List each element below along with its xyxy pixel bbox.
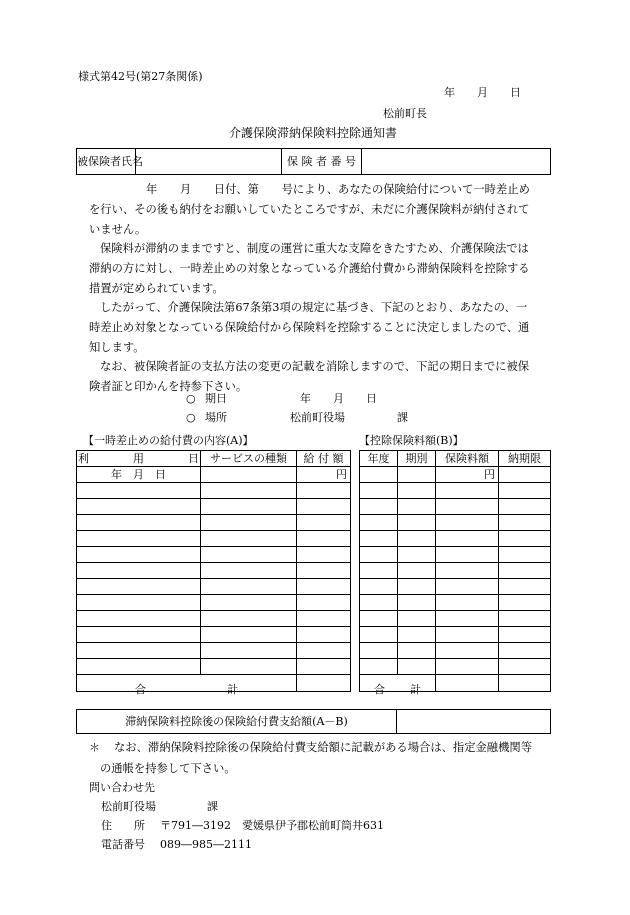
table-b-total-value[interactable] (436, 675, 499, 692)
form-number: 様式第42号(第27条関係) (78, 70, 203, 83)
table-b-row (360, 595, 551, 611)
table-a-cell[interactable] (201, 595, 297, 611)
table-b-header-deadline: 納期限 (499, 451, 551, 467)
body-p4-line1: なお、被保険者証の支払方法の変更の記載を消除しますので、下記の期日までに被保 (100, 360, 530, 373)
table-a-row (77, 611, 351, 627)
table-b-cell[interactable] (499, 499, 551, 515)
table-b-caption: 【控除保険料額(B)】 (359, 434, 464, 447)
table-b-cell[interactable] (499, 627, 551, 643)
schedule-date-label: 期日 (205, 392, 227, 405)
table-b-cell[interactable] (436, 515, 499, 531)
table-b-header-term: 期別 (398, 451, 436, 467)
deducted-premium-table (359, 450, 551, 696)
table-a-header-service: サービスの種類 (201, 451, 297, 467)
schedule-date-value: 年 月 日 (300, 392, 377, 405)
table-b-row (360, 515, 551, 531)
contact-address-label: 住 所 (101, 819, 145, 832)
table-b-cell[interactable] (499, 579, 551, 595)
table-b-cell[interactable] (499, 611, 551, 627)
table-b-cell[interactable] (436, 659, 499, 675)
table-a-total-row (77, 675, 351, 692)
table-a-cell[interactable] (297, 579, 351, 595)
table-b-row (360, 659, 551, 675)
schedule-place-bullet: ○ (186, 411, 196, 424)
insured-name-label: 被保険者氏名 (77, 149, 136, 175)
table-a-cell[interactable] (201, 627, 297, 643)
table-b-cell[interactable] (398, 499, 436, 515)
table-b-row (360, 483, 551, 499)
table-a-cell[interactable] (77, 515, 201, 531)
body-p1-line2: を行い、その後も納付をお願いしていたところですが、未だに介護保険料が納付されて (89, 203, 530, 216)
table-b-cell[interactable] (436, 499, 499, 515)
insured-number-field[interactable] (362, 149, 551, 175)
note-mark: ＊ (89, 741, 100, 754)
table-b-cell[interactable] (360, 563, 398, 579)
table-a-cell[interactable] (297, 595, 351, 611)
table-b-cell[interactable] (436, 627, 499, 643)
table-b-cell[interactable] (398, 595, 436, 611)
table-b-row (360, 547, 551, 563)
table-a-cell[interactable] (77, 499, 201, 515)
table-b-total-row (360, 675, 551, 692)
table-b-row (360, 563, 551, 579)
table-b-cell[interactable] (499, 531, 551, 547)
table-a-cell[interactable] (297, 515, 351, 531)
table-a-header-amount: 給 付 額 (297, 451, 351, 467)
table-a-cell[interactable] (201, 483, 297, 499)
table-a-header-date: 利 用 日 (78, 451, 199, 465)
table-a-row (77, 595, 351, 611)
date-line: 年 月 日 (444, 86, 521, 99)
table-a-total-label-right: 計 (227, 683, 238, 696)
table-b-cell[interactable] (436, 547, 499, 563)
table-b-header-amount: 保険料額 (436, 451, 499, 467)
table-a-first-service[interactable] (201, 467, 297, 483)
note-line2: の通帳を持参して下さい。 (100, 762, 236, 775)
table-b-cell[interactable] (360, 643, 398, 659)
table-a-row (77, 643, 351, 659)
table-b-cell[interactable] (398, 563, 436, 579)
table-b-row (360, 579, 551, 595)
body-p1-line3: いません。 (89, 223, 147, 236)
table-b-cell[interactable] (360, 515, 398, 531)
contact-office: 松前町役場 (101, 800, 156, 813)
table-a-cell[interactable] (297, 547, 351, 563)
table-a-caption: 【一時差止めの給付費の内容(A)】 (83, 434, 254, 447)
table-b-cell[interactable] (398, 611, 436, 627)
table-a-row (77, 659, 351, 675)
table-b-cell[interactable] (398, 515, 436, 531)
table-a-total-label-left: 合 (135, 683, 146, 696)
table-b-header-year: 年度 (360, 451, 398, 467)
table-a-row (77, 499, 351, 515)
body-p3-line3: 知します。 (89, 341, 145, 354)
table-b-cell[interactable] (499, 515, 551, 531)
contact-address-value: 〒791―3192 愛媛県伊予郡松前町筒井631 (160, 819, 384, 832)
table-a-cell[interactable] (201, 499, 297, 515)
table-b-cell[interactable] (499, 643, 551, 659)
table-a-cell[interactable] (201, 547, 297, 563)
document-title: 介護保険滞納保険料控除通知書 (229, 126, 398, 140)
note-line1: なお、滞納保険料控除後の保険給付費支給額に記載がある場合は、指定金融機関等 (114, 741, 532, 754)
net-benefit-label: 滞納保険料控除後の保険給付費支給額(A－B) (77, 710, 397, 734)
insured-number-label: 保 険 者 番 号 (282, 149, 362, 175)
table-a-row (77, 547, 351, 563)
table-b-total-value[interactable] (499, 675, 551, 692)
table-b-cell[interactable] (398, 531, 436, 547)
insured-table (76, 148, 551, 175)
table-b-cell[interactable] (398, 483, 436, 499)
schedule-place-suffix: 課 (397, 411, 408, 424)
benefit-suspension-table (76, 450, 351, 696)
table-a-cell[interactable] (77, 659, 201, 675)
table-a-cell[interactable] (201, 579, 297, 595)
table-a-cell[interactable] (297, 659, 351, 675)
table-b-cell[interactable] (398, 627, 436, 643)
table-a-cell[interactable] (77, 579, 201, 595)
table-a-cell[interactable] (77, 483, 201, 499)
table-b-cell[interactable] (398, 547, 436, 563)
table-b-first-amount[interactable]: 円 (436, 467, 499, 483)
contact-heading: 問い合わせ先 (89, 781, 155, 794)
table-b-cell[interactable] (499, 659, 551, 675)
table-b-row (360, 643, 551, 659)
table-a-total-value[interactable] (297, 675, 351, 692)
table-b-cell[interactable] (499, 595, 551, 611)
table-a-cell[interactable] (201, 659, 297, 675)
table-a-cell[interactable] (297, 611, 351, 627)
table-b-cell[interactable] (360, 595, 398, 611)
table-a-cell[interactable] (297, 563, 351, 579)
table-b-cell[interactable] (499, 547, 551, 563)
table-b-cell[interactable] (436, 643, 499, 659)
table-a-cell[interactable] (297, 483, 351, 499)
table-b-cell[interactable] (499, 563, 551, 579)
table-b-cell[interactable] (398, 659, 436, 675)
contact-phone-label: 電話番号 (101, 838, 145, 851)
body-p2-line3: 措置が定められています。 (89, 282, 224, 295)
issuer: 松前町長 (383, 107, 427, 120)
table-b-cell[interactable] (398, 643, 436, 659)
contact-phone-value: 089―985―2111 (160, 838, 252, 851)
body-p2-line1: 保険料が滞納のままですと、制度の運営に重大な支障をきたすため、介護保険法では (100, 242, 529, 255)
table-b-cell[interactable] (360, 483, 398, 499)
table-b-cell[interactable] (436, 483, 499, 499)
table-b-cell[interactable] (360, 579, 398, 595)
table-a-cell[interactable] (201, 611, 297, 627)
schedule-date-bullet: ○ (186, 392, 196, 405)
table-b-row (360, 531, 551, 547)
table-b-first-year[interactable] (360, 467, 398, 483)
table-a-row (77, 515, 351, 531)
body-p3-line1: したがって、介護保険法第67条第3項の規定に基づき、下記のとおり、あなたの、一 (100, 301, 528, 314)
table-a-cell[interactable] (201, 531, 297, 547)
body-p3-line2: 時差止め対象となっている保険給付から保険料を控除することに決定しましたので、通 (89, 321, 530, 334)
table-b-cell[interactable] (398, 579, 436, 595)
net-benefit-table (76, 709, 551, 734)
table-b-first-term[interactable] (398, 467, 436, 483)
table-a-cell[interactable] (77, 531, 201, 547)
table-a-row (77, 483, 351, 499)
table-b-cell[interactable] (499, 483, 551, 499)
body-p4-line2: 険者証と印かんを持参下さい。 (89, 380, 248, 393)
table-b-cell[interactable] (360, 611, 398, 627)
body-p1-line1: 年 月 日付、第 号により、あなたの保険給付について一時差止め (146, 183, 530, 196)
net-benefit-field[interactable] (397, 710, 551, 734)
table-b-row (360, 611, 551, 627)
table-a-total-label (77, 675, 297, 696)
table-b-cell[interactable] (360, 627, 398, 643)
table-a-cell[interactable] (77, 643, 201, 659)
table-a-row (77, 531, 351, 547)
insured-name-field[interactable] (136, 149, 282, 175)
table-b-row (360, 627, 551, 643)
contact-office-suffix: 課 (207, 800, 218, 813)
table-a-row (77, 579, 351, 595)
table-a-cell[interactable] (77, 563, 201, 579)
table-b-cell[interactable] (360, 547, 398, 563)
table-a-cell[interactable] (201, 515, 297, 531)
table-a-cell[interactable] (201, 643, 297, 659)
schedule-place-label: 場所 (205, 411, 227, 424)
table-a-cell[interactable] (297, 531, 351, 547)
table-a-cell[interactable] (297, 499, 351, 515)
body-p2-line2: 滞納の方に対し、一時差止めの対象となっている介護給付費から滞納保険料を控除する (89, 262, 530, 275)
table-a-row (77, 627, 351, 643)
table-a-cell[interactable] (201, 563, 297, 579)
table-b-total-label-right: 計 (410, 683, 421, 696)
schedule-place-value: 松前町役場 (290, 411, 345, 424)
table-a-cell[interactable] (297, 643, 351, 659)
table-a-cell[interactable] (77, 611, 201, 627)
table-a-first-date[interactable]: 年 月 日 (77, 467, 201, 483)
table-b-cell[interactable] (436, 579, 499, 595)
table-b-cell[interactable] (436, 595, 499, 611)
table-a-first-amount[interactable]: 円 (297, 467, 351, 483)
table-b-row (360, 499, 551, 515)
table-b-cell[interactable] (360, 531, 398, 547)
table-b-cell[interactable] (360, 659, 398, 675)
table-a-cell[interactable] (77, 627, 201, 643)
table-b-total-label-left: 合 (374, 683, 385, 696)
table-b-cell[interactable] (436, 563, 499, 579)
table-b-cell[interactable] (360, 499, 398, 515)
table-b-cell[interactable] (436, 611, 499, 627)
table-a-cell[interactable] (297, 627, 351, 643)
table-b-total-label (360, 675, 436, 696)
table-a-cell[interactable] (77, 595, 201, 611)
table-a-row (77, 563, 351, 579)
table-b-cell[interactable] (436, 531, 499, 547)
table-b-first-deadline[interactable] (499, 467, 551, 483)
table-a-cell[interactable] (77, 547, 201, 563)
